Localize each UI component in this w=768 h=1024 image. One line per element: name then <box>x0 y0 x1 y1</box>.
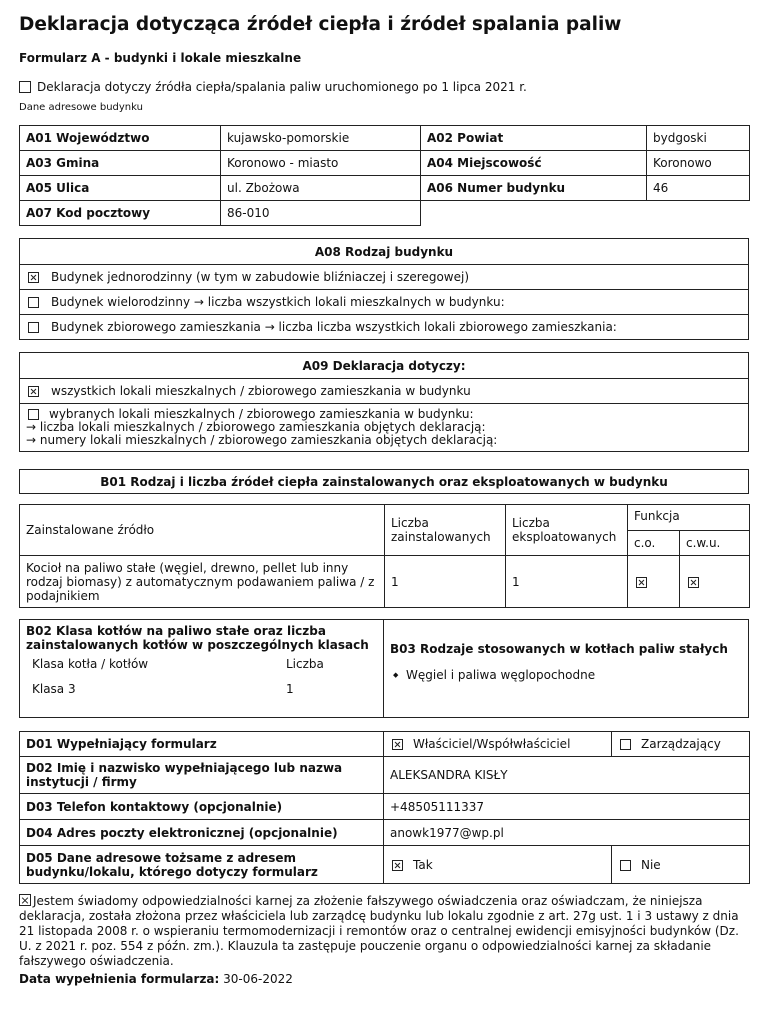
fill-date <box>19 972 293 986</box>
cwu-checkbox[interactable] <box>688 577 699 588</box>
d04-label: D04 Adres poczty elektronicznej (opcjonalnie) <box>20 820 384 846</box>
declaration <box>19 894 749 969</box>
boiler-count-value: 1 <box>286 682 294 696</box>
fill-date-value: 30-06-2022 <box>223 972 293 986</box>
a01-value[interactable]: kujawsko-pomorskie <box>221 126 421 151</box>
d03-value[interactable]: +48505111337 <box>384 794 750 820</box>
a03-label: A03 Gmina <box>20 151 221 176</box>
d05-yes-label: Tak <box>413 857 433 872</box>
a08-option-checkbox[interactable] <box>28 322 39 333</box>
d05-no-checkbox[interactable] <box>620 860 631 871</box>
a08-title: A08 Rodzaj budynku <box>314 244 454 259</box>
a09-selected-label: wybranych lokali mieszkalnych / zbiorowego zamieszkania w budynku: <box>49 407 474 421</box>
source-name: Kocioł na paliwo stałe (węgiel, drewno, pellet lub inny rodzaj biomasy) z automatycznym podawaniem paliwa / z podajnikiem <box>20 556 385 608</box>
source-header: Zainstalowane źródło <box>20 505 385 556</box>
a05-label: A05 Ulica <box>20 176 221 201</box>
a02-label: A02 Powiat <box>421 126 647 151</box>
a07-value[interactable]: 86-010 <box>221 201 421 226</box>
address-caption: Dane adresowe budynku <box>19 102 143 113</box>
b03-section <box>384 620 748 717</box>
co-header: c.o. <box>628 531 680 556</box>
d05-yes-option[interactable] <box>384 846 612 884</box>
operated-header: Liczba eksploatowanych <box>506 505 628 556</box>
d01-owner-label: Właściciel/Współwłaściciel <box>413 737 571 751</box>
boiler-class-header: Klasa kotła / kotłów <box>32 657 149 671</box>
after-july-label: Deklaracja dotyczy źródła ciepła/spalania paliw uruchomionego po 1 lipca 2021 r. <box>37 80 527 94</box>
d01-owner-option[interactable] <box>384 732 612 757</box>
address-table <box>19 125 750 226</box>
d03-label: D03 Telefon kontaktowy (opcjonalnie) <box>20 794 384 820</box>
a03-value[interactable]: Koronowo - miasto <box>221 151 421 176</box>
a09-option-selected[interactable] <box>20 403 748 451</box>
page-title: Deklaracja dotycząca źródeł ciepła i źródeł spalania paliw <box>19 14 622 35</box>
b02-title: B02 Klasa kotłów na paliwo stałe oraz liczba zainstalowanych kotłów w poszczególnych klasach <box>26 624 369 652</box>
installed-header: Liczba zainstalowanych <box>385 505 506 556</box>
d01-owner-checkbox[interactable] <box>392 739 403 750</box>
operated-count[interactable]: 1 <box>506 556 628 608</box>
a09-count-line: → liczba lokali mieszkalnych / zbiorowego zamieszkania objętych deklaracją: <box>26 420 486 434</box>
b02-b03-section <box>19 619 749 718</box>
empty-cell <box>421 201 647 226</box>
b02-section <box>20 620 384 717</box>
form-subtitle: Formularz A - budynki i lokale mieszkalne <box>19 51 302 65</box>
fill-date-label: Data wypełnienia formularza: <box>19 972 220 986</box>
a06-label: A06 Numer budynku <box>421 176 647 201</box>
a09-all-label: wszystkich lokali mieszkalnych / zbiorowego zamieszkania w budynku <box>51 384 471 398</box>
b03-title: B03 Rodzaje stosowanych w kotłach paliw stałych <box>390 642 728 656</box>
b01-title: B01 Rodzaj i liczba źródeł ciepła zainstalowanych oraz eksploatowanych w budynku <box>19 469 749 494</box>
a01-label: A01 Województwo <box>20 126 221 151</box>
a05-value[interactable]: ul. Zbożowa <box>221 176 421 201</box>
function-header: Funkcja <box>628 505 750 531</box>
a09-numbers-line: → numery lokali mieszkalnych / zbiorowego zamieszkania objętych deklaracją: <box>26 433 498 447</box>
d05-label: D05 Dane adresowe tożsame z adresem budynku/lokalu, którego dotyczy formularz <box>20 846 384 884</box>
a09-title: A09 Deklaracja dotyczy: <box>302 358 466 373</box>
d04-value[interactable]: anowk1977@wp.pl <box>384 820 750 846</box>
a08-option-label: Budynek zbiorowego zamieszkania → liczba liczba wszystkich lokali zbiorowego zamieszkania: <box>51 320 617 334</box>
fuel-list-item: ◆ Węgiel i paliwa węglopochodne <box>406 668 595 682</box>
installed-count[interactable]: 1 <box>385 556 506 608</box>
d02-value[interactable]: ALEKSANDRA KISŁY <box>384 757 750 794</box>
d02-label: D02 Imię i nazwisko wypełniającego lub nazwa instytucji / firmy <box>20 757 384 794</box>
d01-manager-option[interactable] <box>612 732 750 757</box>
filler-table <box>19 731 750 884</box>
a07-label: A07 Kod pocztowy <box>20 201 221 226</box>
boiler-count-header: Liczba <box>286 657 324 671</box>
after-july-option <box>19 80 527 94</box>
a02-value[interactable]: bydgoski <box>647 126 750 151</box>
a09-option-all[interactable] <box>20 378 748 403</box>
a08-option[interactable] <box>20 314 748 339</box>
a09-section <box>19 352 749 452</box>
boiler-class-value: Klasa 3 <box>32 682 76 696</box>
co-cell <box>628 556 680 608</box>
a09-selected-checkbox[interactable] <box>28 409 39 420</box>
a08-option-label: Budynek jednorodzinny (w tym w zabudowie bliźniaczej i szeregowej) <box>51 270 470 284</box>
a08-option[interactable] <box>20 289 748 314</box>
cwu-cell <box>680 556 750 608</box>
d05-no-option[interactable] <box>612 846 750 884</box>
d01-label: D01 Wypełniający formularz <box>20 732 384 757</box>
a08-option[interactable] <box>20 264 748 289</box>
cwu-header: c.w.u. <box>680 531 750 556</box>
declaration-checkbox[interactable] <box>19 894 31 906</box>
after-july-checkbox[interactable] <box>19 81 31 93</box>
d01-manager-label: Zarządzający <box>641 737 721 751</box>
heat-source-table <box>19 504 750 608</box>
empty-cell <box>647 201 750 226</box>
co-checkbox[interactable] <box>636 577 647 588</box>
a08-option-checkbox[interactable] <box>28 297 39 308</box>
d05-yes-checkbox[interactable] <box>392 860 403 871</box>
a09-all-checkbox[interactable] <box>28 386 39 397</box>
a08-section <box>19 238 749 340</box>
a04-label: A04 Miejscowość <box>421 151 647 176</box>
a04-value[interactable]: Koronowo <box>647 151 750 176</box>
a08-option-checkbox[interactable] <box>28 272 39 283</box>
d05-no-label: Nie <box>641 857 661 872</box>
d01-manager-checkbox[interactable] <box>620 739 631 750</box>
a08-option-label: Budynek wielorodzinny → liczba wszystkich lokali mieszkalnych w budynku: <box>51 295 505 309</box>
a06-value[interactable]: 46 <box>647 176 750 201</box>
declaration-text: Jestem świadomy odpowiedzialności karnej za złożenie fałszywego oświadczenia oraz oświadczam, że niniejsza deklaracja, została złożona przez właściciela lub zarządcę budynku lub lokalu zgodnie z art. 27g ust. 1 i 3 ustawy z dnia 21 listopada 2008 r. o wspieraniu termomodernizacji i remontów oraz o centralnej ewidencji emisyjności budynków (Dz. U. z 2021 r. poz. 554 z późn. zm.). Klauzula ta zastępuje pouczenie organu o odpowiedzialności karnej za składanie fałszywego oświadczenia. <box>19 894 739 968</box>
